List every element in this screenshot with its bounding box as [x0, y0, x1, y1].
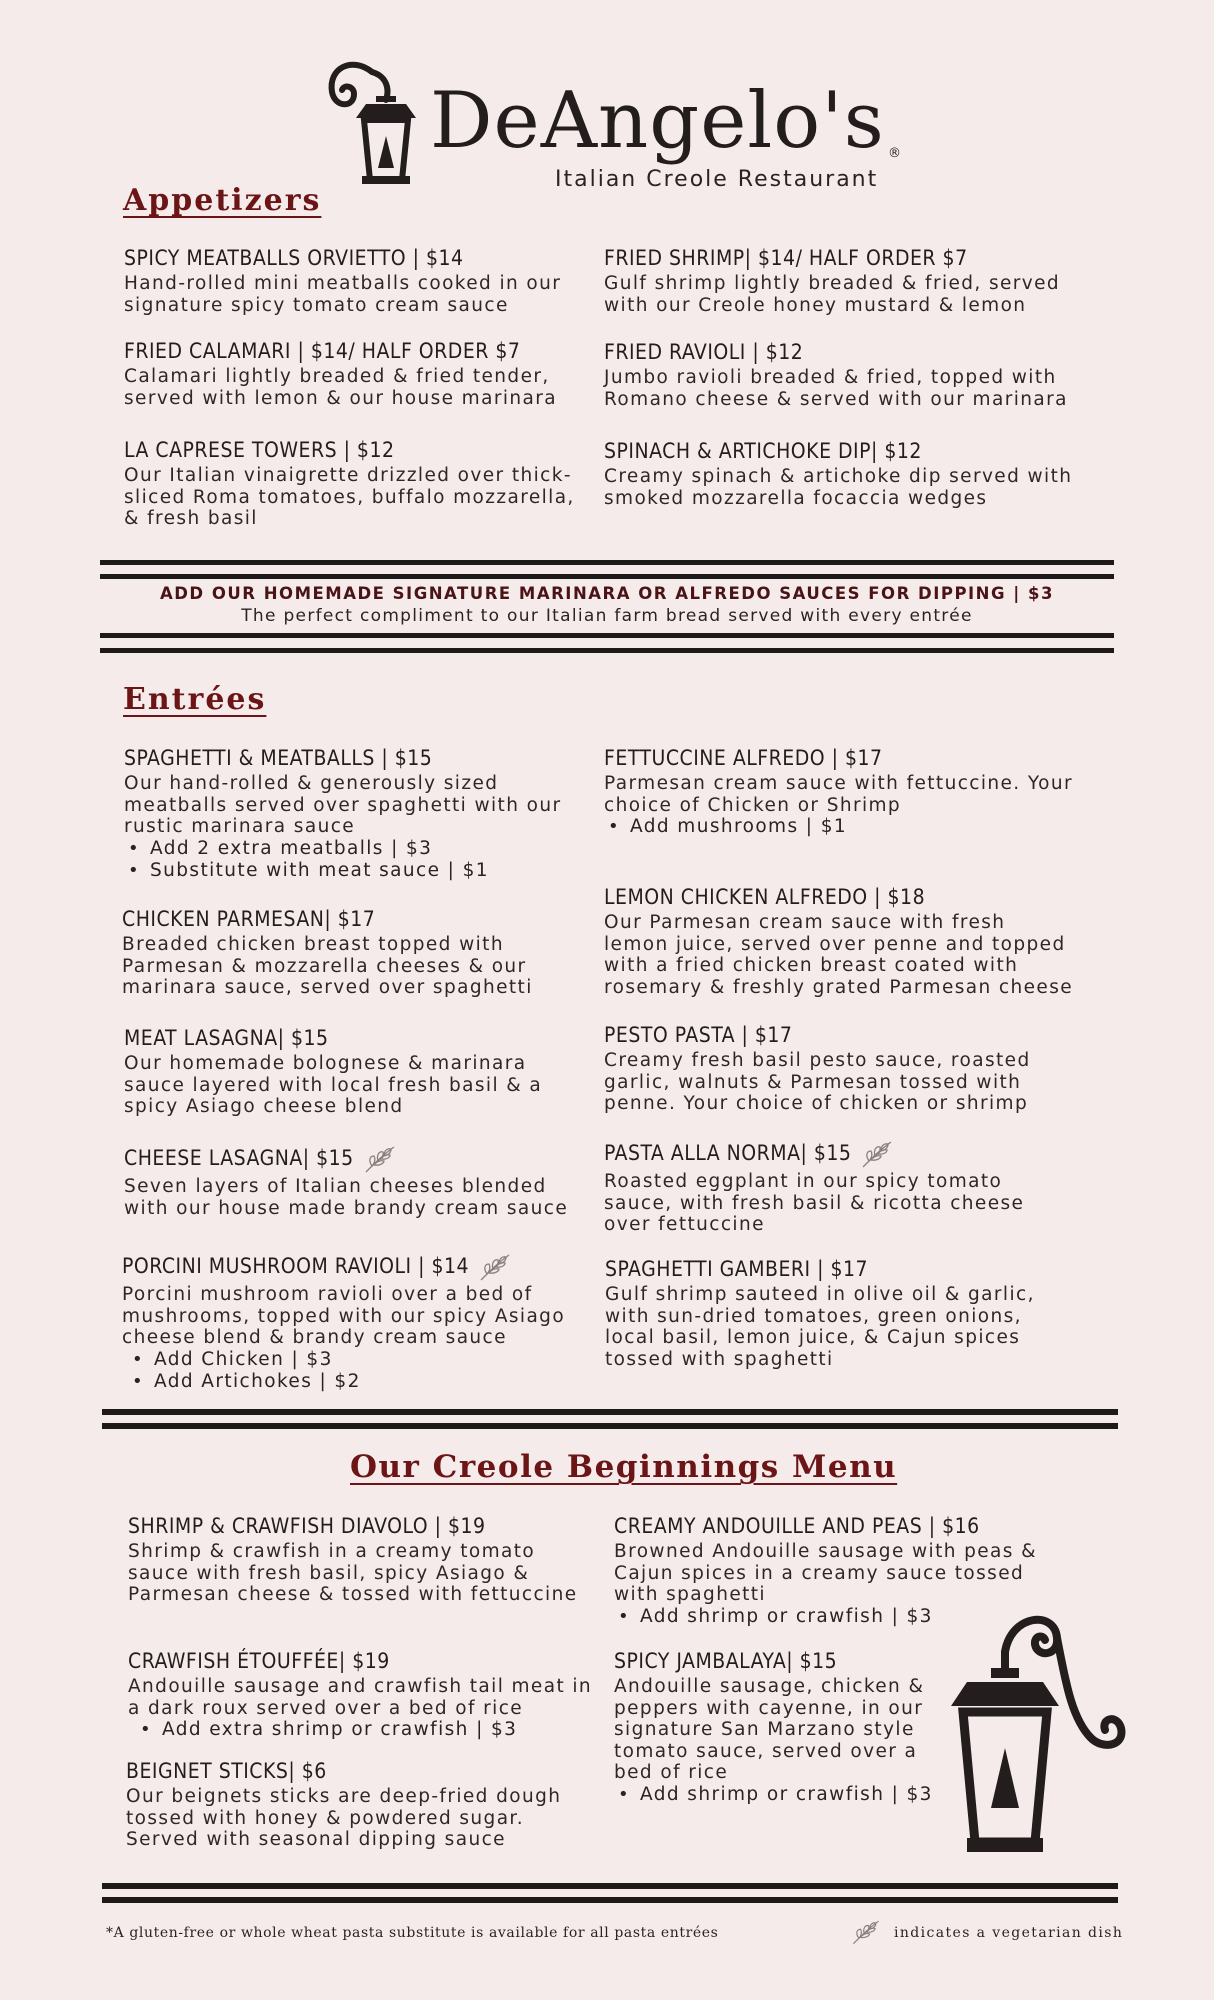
menu-item	[604, 339, 1074, 410]
herb-sprig-icon	[475, 1252, 515, 1282]
item-name: CRAWFISH ÉTOUFFÉE| $19	[128, 1649, 390, 1673]
menu-item	[128, 1648, 598, 1741]
item-description: Andouille sausage, chicken & peppers with cayenne, in our signature San Marzano style tomato sauce, served over a bed of rice	[614, 1676, 925, 1783]
item-description: Breaded chicken breast topped with Parmesan & mozzarella cheeses & our marinara sauce, served over spaghetti	[122, 934, 533, 998]
item-description: Gulf shrimp sauteed in olive oil & garlic, with sun-dried tomatoes, green onions, local basil, lemon juice, & Cajun spices tossed with spaghetti	[605, 1284, 1035, 1370]
divider-rule	[102, 1897, 1118, 1903]
item-name: LEMON CHICKEN ALFREDO | $18	[604, 885, 926, 909]
herb-sprig-icon	[848, 1915, 884, 1949]
appetizers-title: Appetizers	[123, 183, 322, 218]
addon-list	[604, 816, 1074, 838]
menu-item	[604, 884, 1074, 998]
item-description: Jumbo ravioli breaded & fried, topped with Romano cheese & served with our marinara	[604, 367, 1068, 410]
addon-list	[614, 1784, 944, 1806]
item-description: Our homemade bolognese & marinara sauce layered with local fresh basil & a spicy Asiago cheese blend	[124, 1053, 543, 1117]
addon-item: • Add mushrooms | $1	[630, 816, 1074, 838]
menu-item	[124, 745, 594, 882]
item-description: Porcini mushroom ravioli over a bed of mushrooms, topped with our spicy Asiago cheese blend & brandy cream sauce	[122, 1284, 566, 1348]
item-name: CHICKEN PARMESAN| $17	[122, 907, 376, 931]
item-description: Browned Andouille sausage with peas & Cajun spices in a creamy sauce tossed with spaghetti	[614, 1541, 1037, 1605]
divider-rule	[102, 1409, 1118, 1415]
menu-item	[614, 1648, 944, 1806]
item-name: FRIED CALAMARI | $14/ HALF ORDER $7	[124, 339, 521, 363]
item-name: SPICY MEATBALLS ORVIETTO | $14	[124, 246, 464, 270]
entrees-title: Entrées	[123, 682, 267, 717]
addon-item: • Add shrimp or crawfish | $3	[640, 1784, 944, 1806]
menu-item	[124, 437, 594, 530]
menu-item	[124, 1144, 594, 1219]
item-name: SPICY JAMBALAYA| $15	[614, 1649, 838, 1673]
street-lantern-icon	[945, 1608, 1130, 1858]
item-description: Parmesan cream sauce with fettuccine. Your choice of Chicken or Shrimp	[604, 773, 1073, 816]
item-name	[124, 1144, 594, 1174]
menu-item	[124, 1025, 594, 1118]
promo-headline: ADD OUR HOMEMADE SIGNATURE MARINARA OR ALFREDO SAUCES FOR DIPPING | $3	[159, 584, 1055, 603]
menu-item	[122, 1252, 592, 1393]
item-name: SPAGHETTI & MEATBALLS | $15	[124, 746, 433, 770]
item-description: Andouille sausage and crawfish tail meat in a dark roux served over a bed of rice	[128, 1676, 593, 1719]
item-name: MEAT LASAGNA| $15	[124, 1026, 329, 1050]
brand-subtitle: Italian Creole Restaurant	[555, 167, 879, 192]
herb-sprig-icon	[360, 1144, 400, 1174]
divider-rule	[100, 648, 1114, 653]
menu-item	[122, 906, 592, 999]
lantern-logo-icon	[322, 56, 432, 186]
item-description: Our Parmesan cream sauce with fresh lemon juice, served over penne and topped with a fried chicken breast coated with rosemary & freshly grated Parmesan cheese	[604, 912, 1074, 998]
herb-sprig-icon	[857, 1139, 897, 1169]
promo-subline: The perfect compliment to our Italian farm bread served with every entrée	[241, 606, 973, 626]
item-name	[122, 1252, 592, 1282]
item-name: BEIGNET STICKS| $6	[126, 1759, 327, 1783]
item-name: SPAGHETTI GAMBERI | $17	[605, 1257, 869, 1281]
menu-item	[605, 1256, 1075, 1370]
menu-item	[604, 245, 1074, 316]
addon-item: • Add 2 extra meatballs | $3	[150, 838, 594, 860]
gluten-free-footnote: *A gluten-free or whole wheat pasta substitute is available for all pasta entrées	[106, 1925, 719, 1941]
item-name: FRIED SHRIMP| $14/ HALF ORDER $7	[604, 246, 968, 270]
item-name: FRIED RAVIOLI | $12	[604, 340, 804, 364]
item-description: Shrimp & crawfish in a creamy tomato sauce with fresh basil, spicy Asiago & Parmesan cheese & tossed with fettuccine	[128, 1541, 578, 1605]
brand-name: DeAngelo's	[430, 76, 885, 166]
item-description: Roasted eggplant in our spicy tomato sauce, with fresh basil & ricotta cheese over fettuccine	[604, 1171, 1025, 1235]
menu-item	[604, 745, 1074, 838]
item-description: Our Italian vinaigrette drizzled over thick-sliced Roma tomatoes, buffalo mozzarella, & fresh basil	[124, 465, 575, 529]
vegetarian-legend: indicates a vegetarian dish	[894, 1925, 1124, 1941]
divider-rule	[100, 560, 1114, 565]
addon-item: • Add shrimp or crawfish | $3	[640, 1606, 1044, 1628]
addon-item: • Substitute with meat sauce | $1	[150, 860, 594, 882]
divider-rule	[100, 574, 1114, 579]
divider-rule	[102, 1883, 1118, 1889]
item-description: Creamy spinach & artichoke dip served with smoked mozzarella focaccia wedges	[604, 466, 1073, 509]
item-description: Creamy fresh basil pesto sauce, roasted garlic, walnuts & Parmesan tossed with penne. Your choice of chicken or shrimp	[604, 1050, 1031, 1114]
item-name: SHRIMP & CRAWFISH DIAVOLO | $19	[128, 1514, 486, 1538]
item-name: FETTUCCINE ALFREDO | $17	[604, 746, 883, 770]
item-description: Hand-rolled mini meatballs cooked in our signature spicy tomato cream sauce	[124, 273, 562, 316]
item-name: CREAMY ANDOUILLE AND PEAS | $16	[614, 1514, 980, 1538]
item-name-text: PORCINI MUSHROOM RAVIOLI | $14	[122, 1254, 470, 1278]
item-name: LA CAPRESE TOWERS | $12	[124, 438, 395, 462]
item-name-text: PASTA ALLA NORMA| $15	[604, 1141, 852, 1165]
item-description: Our hand-rolled & generously sized meatballs served over spaghetti with our rustic marinara sauce	[124, 773, 562, 837]
addon-list	[122, 1349, 592, 1393]
menu-item	[124, 338, 594, 409]
addon-item: • Add Chicken | $3	[154, 1349, 592, 1371]
menu-item	[604, 1022, 1074, 1115]
addon-list	[128, 1719, 598, 1741]
registered-mark: ®	[888, 146, 901, 161]
divider-rule	[102, 1423, 1118, 1429]
menu-item	[128, 1513, 598, 1606]
addon-item: • Add Artichokes | $2	[154, 1371, 592, 1393]
item-description: Seven layers of Italian cheeses blended with our house made brandy cream sauce	[124, 1176, 569, 1219]
menu-item	[604, 1139, 1074, 1236]
creole-title: Our Creole Beginnings Menu	[350, 1449, 898, 1485]
item-name: SPINACH & ARTICHOKE DIP| $12	[604, 439, 922, 463]
menu-item	[124, 245, 594, 316]
item-description: Calamari lightly breaded & fried tender, served with lemon & our house marinara	[124, 366, 557, 409]
addon-list	[124, 838, 594, 882]
item-description: Our beignets sticks are deep-fried dough tossed with honey & powdered sugar. Served with seasonal dipping sauce	[126, 1786, 562, 1850]
item-name	[604, 1139, 1074, 1169]
item-name: PESTO PASTA | $17	[604, 1023, 793, 1047]
menu-item	[126, 1758, 596, 1851]
item-name-text: CHEESE LASAGNA| $15	[124, 1146, 354, 1170]
addon-item: • Add extra shrimp or crawfish | $3	[162, 1719, 598, 1741]
divider-rule	[100, 633, 1114, 638]
item-description: Gulf shrimp lightly breaded & fried, served with our Creole honey mustard & lemon	[604, 273, 1061, 316]
menu-item	[604, 438, 1074, 509]
